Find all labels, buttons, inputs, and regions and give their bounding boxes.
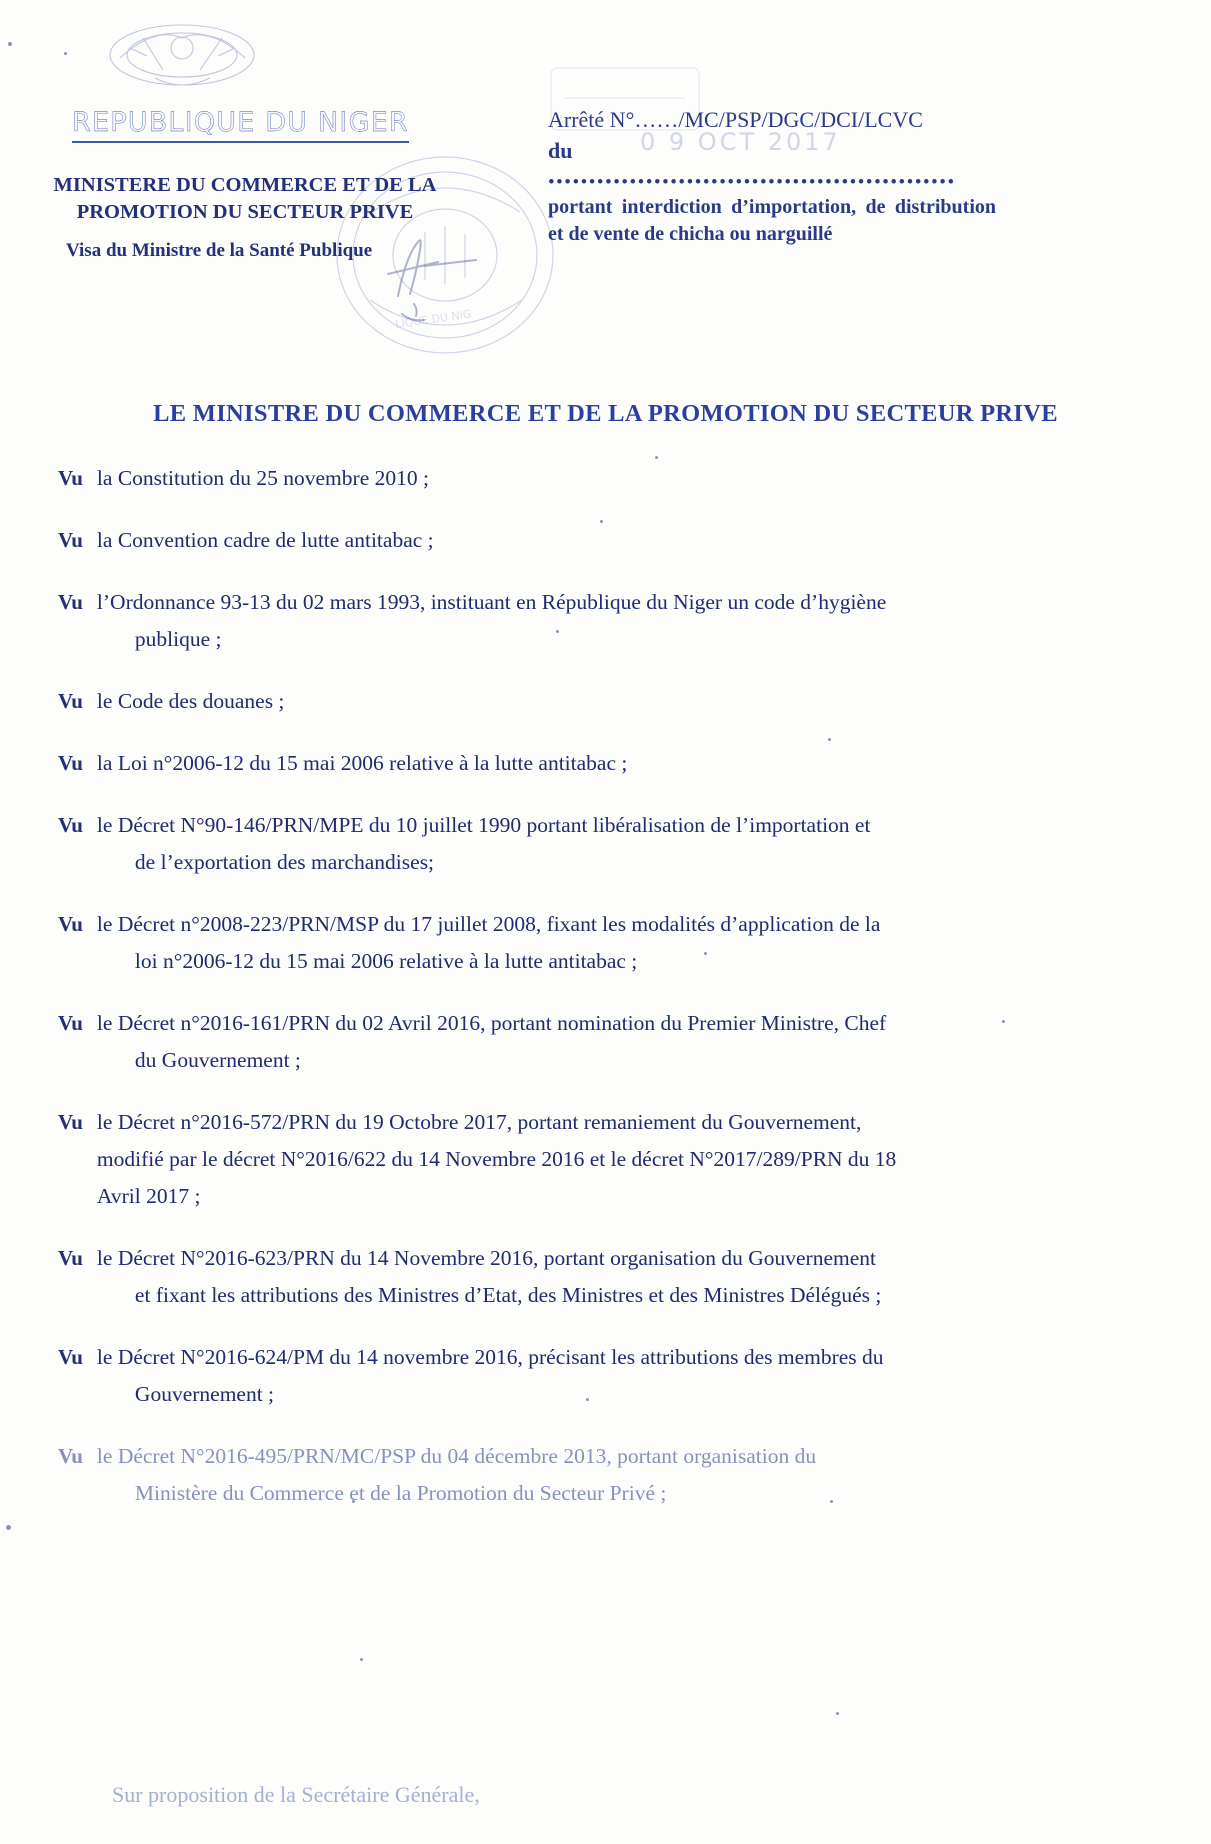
clause-text: le Décret n°2008-223/PRN/MSP du 17 juillet 2008, fixant les modalités d’application de la loi n°2006-12 du 15 mai 2006 relative à la lutte antitabac ; <box>96 912 881 973</box>
arrete-object-text: portant interdiction d’importation, de distribution et de vente de chicha ou narguillé <box>548 196 996 245</box>
dotted-rule: •••••••••••••••••••••••••••••••••••••••••••••••••• <box>548 172 956 192</box>
scan-speck <box>64 52 67 55</box>
clause-item <box>0 745 1211 782</box>
clause-text: le Décret n°2016-161/PRN du 02 Avril 2016, portant nomination du Premier Ministre, Chef du Gouvernement ; <box>96 1011 887 1072</box>
clause-marker: Vu <box>58 751 83 775</box>
republic-heading: REPUBLIQUE DU NIGER <box>72 107 409 143</box>
clause-marker: Vu <box>58 1110 83 1134</box>
clause-marker: Vu <box>58 466 83 490</box>
clause-item <box>0 906 1211 980</box>
clause-item <box>0 460 1211 497</box>
scan-speck <box>836 1712 839 1715</box>
ministry-heading: MINISTERE DU COMMERCE ET DE LA PROMOTION DU SECTEUR PRIVE <box>53 174 437 223</box>
clause-text: la Constitution du 25 novembre 2010 ; <box>96 466 429 490</box>
scan-speck <box>655 456 658 459</box>
clause-marker: Vu <box>58 1011 83 1035</box>
date-stamp-impression: 0 9 OCT 2017 <box>640 128 841 156</box>
clause-marker: Vu <box>58 1246 83 1270</box>
clause-text: le Décret n°2016-572/PRN du 19 Octobre 2017, portant remaniement du Gouvernement, modifié par le décret N°2016/622 du 14 Novembre 2016 et le décret N°2017/289/PRN du 18 Avril 2017 ; <box>96 1110 897 1208</box>
clause-text: le Décret N°2016-495/PRN/MC/PSP du 04 décembre 2013, portant organisation du Ministère du Commerce et de la Promotion du Secteur Privé ; <box>96 1444 817 1505</box>
scan-speck <box>8 42 12 46</box>
arrete-number-line: Arrêté N°……/MC/PSP/DGC/DCI/LCVC <box>548 107 923 132</box>
clause-item <box>0 1005 1211 1079</box>
arrete-date-label: du <box>548 138 573 163</box>
clause-text: le Décret N°2016-623/PRN du 14 Novembre 2016, portant organisation du Gouvernement et fixant les attributions des Ministres d’Etat, des Ministres et des Ministres Délégués ; <box>96 1246 882 1307</box>
clause-text: la Loi n°2006-12 du 15 mai 2006 relative à la lutte antitabac ; <box>96 751 628 775</box>
clause-text: le Décret N°90-146/PRN/MPE du 10 juillet 1990 portant libéralisation de l’importation et de l’exportation des marchandises; <box>96 813 871 874</box>
proposition-footer-text: Sur proposition de la Secrétaire Générale, <box>112 1782 480 1807</box>
clause-item <box>0 807 1211 881</box>
clause-marker: Vu <box>58 1345 83 1369</box>
header-right-block <box>548 104 1008 248</box>
health-minister-visa-label: Visa du Ministre de la Santé Publique <box>66 240 373 261</box>
clause-item <box>0 522 1211 559</box>
clause-text: la Convention cadre de lutte antitabac ; <box>96 528 434 552</box>
scan-speck <box>360 1658 363 1661</box>
clause-marker: Vu <box>58 590 83 614</box>
clause-item <box>0 584 1211 658</box>
handwritten-signature <box>380 222 520 332</box>
clause-text: l’Ordonnance 93-13 du 02 mars 1993, instituant en République du Niger un code d’hygiène publique ; <box>96 590 887 651</box>
clause-marker: Vu <box>58 1444 83 1468</box>
national-emblem-stamp <box>95 8 270 103</box>
clause-text: le Décret N°2016-624/PM du 14 novembre 2016, précisant les attributions des membres du Gouvernement ; <box>96 1345 884 1406</box>
clause-marker: Vu <box>58 528 83 552</box>
clause-marker: Vu <box>58 689 83 713</box>
clause-text: le Code des douanes ; <box>96 689 285 713</box>
clause-item <box>0 1438 1211 1512</box>
clause-item <box>0 1104 1211 1215</box>
clause-marker: Vu <box>58 813 83 837</box>
clause-item <box>0 1339 1211 1413</box>
clause-list <box>0 460 1211 1537</box>
clause-marker: Vu <box>58 912 83 936</box>
svg-text:LIQUE DU NIG: LIQUE DU NIG <box>394 307 473 331</box>
clause-item <box>0 683 1211 720</box>
clause-item <box>0 1240 1211 1314</box>
page-title: LE MINISTRE DU COMMERCE ET DE LA PROMOTION DU SECTEUR PRIVE <box>153 400 1058 427</box>
